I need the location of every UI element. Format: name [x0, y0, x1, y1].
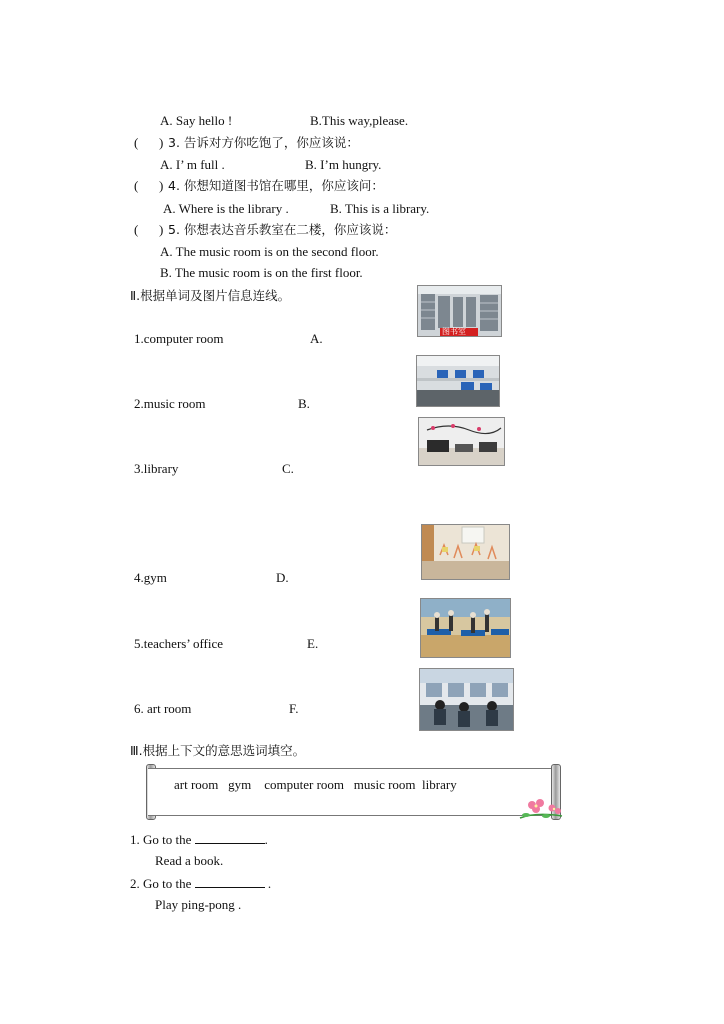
q4-question: 4. 你想知道图书馆在哪里，你应该问：: [168, 178, 384, 193]
word-bank: art room gym computer room music room library: [174, 777, 457, 792]
fill-q2-blank[interactable]: [195, 875, 265, 888]
match-word-4: 4.gym: [134, 570, 167, 585]
fill-q1-suffix: .: [264, 832, 268, 847]
q4-paren-open: (: [134, 178, 139, 193]
section-2-heading: Ⅱ.根据单词及图片信息连线。: [130, 288, 291, 303]
flower-decoration-icon: [516, 798, 566, 822]
q3-option-a: A. I’ m full .: [160, 157, 225, 172]
q5-paren-open: (: [134, 222, 139, 237]
fill-question-2: [130, 875, 271, 892]
match-word-2: 2.music room: [134, 396, 206, 411]
music-room-photo: [418, 417, 505, 466]
q3-paren-close: ): [159, 135, 164, 150]
fill-q1-prefix: 1. Go to the: [130, 832, 195, 847]
q5-option-a: A. The music room is on the second floor.: [160, 244, 379, 259]
match-letter-b: B.: [298, 396, 310, 411]
match-letter-f: F.: [289, 701, 299, 716]
q3-paren-open: (: [134, 135, 139, 150]
q5-paren-close: ): [159, 222, 164, 237]
library-photo-caption: 图书室: [442, 327, 466, 336]
match-letter-c: C.: [282, 461, 294, 476]
match-word-6: 6. art room: [134, 701, 192, 716]
fill-q1-blank[interactable]: [195, 831, 265, 844]
fill-question-1: [130, 831, 268, 848]
q4-paren-close: ): [159, 178, 164, 193]
match-word-3: 3.library: [134, 461, 179, 476]
computer-room-photo: [416, 355, 500, 407]
fill-q2-suffix: .: [264, 876, 272, 891]
fill-q2-prefix: 2. Go to the: [130, 876, 195, 891]
q3-question: 3. 告诉对方你吃饱了，你应该说：: [168, 135, 359, 150]
library-photo: [417, 285, 502, 337]
section-3-heading: Ⅲ.根据上下文的意思选词填空。: [130, 743, 306, 758]
q2-option-b: B.This way,please.: [310, 113, 409, 128]
match-word-1: 1.computer room: [134, 331, 224, 346]
q5-question: 5. 你想表达音乐教室在二楼，你应该说：: [168, 222, 397, 237]
match-word-5: 5.teachers’ office: [134, 636, 224, 651]
match-letter-d: D.: [276, 570, 289, 585]
teachers-office-photo: [419, 668, 514, 731]
q4-option-a: A. Where is the library .: [163, 201, 289, 216]
fill-q2-follow: Play ping-pong .: [155, 897, 242, 912]
match-letter-e: E.: [307, 636, 319, 651]
q3-option-b: B. I’m hungry.: [305, 157, 382, 172]
gym-photo: [420, 598, 511, 658]
q2-option-a: A. Say hello !: [160, 113, 233, 128]
art-room-photo: [421, 524, 510, 580]
match-letter-a: A.: [310, 331, 323, 346]
q5-option-b: B. The music room is on the first floor.: [160, 265, 363, 280]
fill-q1-follow: Read a book.: [155, 853, 224, 868]
q4-option-b: B. This is a library.: [330, 201, 430, 216]
